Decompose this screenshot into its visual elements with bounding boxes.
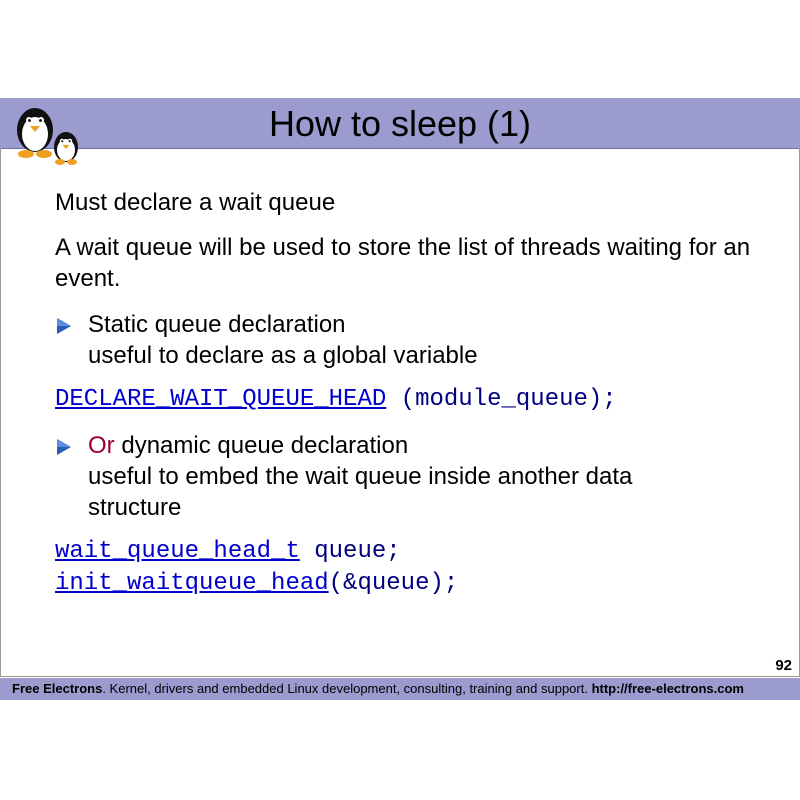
bullet-arrow-icon (55, 317, 73, 335)
code-rest: (&queue); (328, 570, 459, 597)
footer-text: . Kernel, drivers and embedded Linux development, consulting, training and support. (102, 681, 592, 696)
code-wait-queue-head-t (55, 536, 401, 568)
code-link-init-waitqueue-head[interactable]: init_waitqueue_head (55, 570, 329, 597)
bullet-static-line1: Static queue declaration (88, 311, 346, 338)
footer-url-link[interactable]: http://free-electrons.com (591, 681, 744, 696)
page-title: How to sleep (1) (268, 103, 532, 144)
code-init-waitqueue-head (55, 568, 458, 600)
code-rest: queue; (299, 538, 401, 565)
code-rest: (module_queue); (386, 386, 617, 413)
code-link-declare-wait-queue-head[interactable]: DECLARE_WAIT_QUEUE_HEAD (55, 386, 387, 413)
page-number: 92 (775, 657, 792, 674)
bullet-arrow-icon (55, 438, 73, 456)
footer (0, 678, 800, 700)
code-declare-wait-queue (55, 384, 617, 416)
code-link-wait-queue-head-t[interactable]: wait_queue_head_t (55, 538, 300, 565)
or-highlight: Or (88, 432, 115, 459)
bullet-dynamic-line1 (88, 430, 748, 461)
slide (0, 98, 800, 702)
bullet-dynamic-line1-rest: dynamic queue declaration (114, 432, 409, 459)
paragraph-wait-queue: Must declare a wait queue (55, 189, 336, 216)
bullet-dynamic-line2: useful to embed the wait queue inside another data (88, 463, 633, 490)
paragraph-wait-queue-description: A wait queue will be used to store the list of threads waiting for an event. (55, 234, 751, 292)
bullet-dynamic-line3: structure (88, 494, 182, 521)
title-bar (0, 98, 800, 149)
footer-brand: Free Electrons (12, 681, 103, 696)
bullet-static-line2: useful to declare as a global variable (88, 342, 478, 369)
